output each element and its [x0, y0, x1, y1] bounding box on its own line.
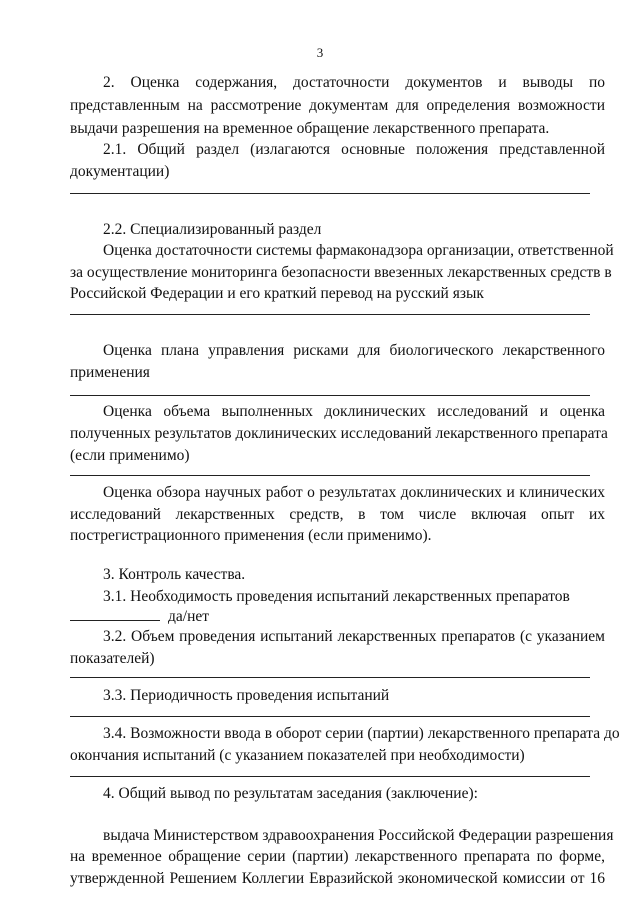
section-3-4-line-2: окончания испытаний (с указанием показателей при необходимости) — [70, 747, 525, 764]
risk-plan-line-2: применения — [70, 364, 150, 381]
preclinical-line-3: (если применимо) — [70, 447, 190, 464]
section-3-3-line-1: 3.3. Периодичность проведения испытаний — [103, 687, 390, 704]
conclusion-line-1: выдача Министерством здравоохранения Российской Федерации разрешения — [103, 827, 614, 844]
fill-in-line — [70, 677, 590, 678]
review-line-1: Оценка обзора научных работ о результатах доклинических и клинических — [103, 484, 605, 501]
answer-blank — [70, 606, 160, 621]
section-4-title: 4. Общий вывод по результатам заседания (заключение): — [103, 785, 478, 802]
section-2-1-line-2: документации) — [70, 163, 170, 180]
fill-in-line — [70, 776, 590, 777]
section-2-line-1: 2. Оценка содержания, достаточности документов и выводы по — [103, 74, 605, 91]
review-line-2: исследований лекарственных средств, в том числе включая опыт их — [70, 506, 605, 523]
fill-in-line — [70, 193, 590, 194]
fill-in-line — [70, 716, 590, 717]
section-3-title: 3. Контроль качества. — [103, 566, 246, 583]
preclinical-line-2: полученных результатов доклинических исследований лекарственного препарата — [70, 425, 608, 442]
section-2-2-line-3: Российской Федерации и его краткий перевод на русский язык — [70, 285, 484, 302]
section-3-1-line-2 — [70, 606, 605, 627]
section-3-4-line-1: 3.4. Возможности ввода в оборот серии (партии) лекарственного препарата до — [103, 725, 620, 742]
fill-in-line — [70, 314, 590, 315]
preclinical-line-1: Оценка объема выполненных доклинических исследований и оценка — [103, 403, 605, 420]
fill-in-line — [70, 475, 590, 476]
section-2-1-line-1: 2.1. Общий раздел (излагаются основные положения представленной — [103, 141, 605, 158]
section-2-line-2: представленным на рассмотрение документам для определения возможности — [70, 97, 605, 114]
section-2-2-line-1: Оценка достаточности системы фармаконадзора организации, ответственной — [103, 242, 614, 259]
fill-in-line — [70, 395, 590, 396]
page-number: 3 — [316, 45, 324, 60]
section-3-1-line-1: 3.1. Необходимость проведения испытаний лекарственных препаратов — [103, 588, 570, 605]
conclusion-line-2: на временное обращение серии (партии) лекарственного препарата по форме, — [70, 848, 605, 865]
section-2-2-title: 2.2. Специализированный раздел — [103, 221, 322, 238]
section-3-2-line-2: показателей) — [70, 650, 155, 667]
risk-plan-line-1: Оценка плана управления рисками для биологического лекарственного — [103, 342, 605, 359]
conclusion-line-3: утвержденной Решением Коллегии Евразийской экономической комиссии от 16 — [70, 870, 605, 887]
section-2-2-line-2: за осуществление мониторинга безопасности ввезенных лекарственных средств в — [70, 264, 612, 281]
yes-no-label: да/нет — [168, 608, 210, 625]
section-2-line-3: выдачи разрешения на временное обращение лекарственного препарата. — [70, 120, 550, 137]
review-line-3: пострегистрационного применения (если применимо). — [70, 527, 432, 544]
section-3-2-line-1: 3.2. Объем проведения испытаний лекарственных препаратов (с указанием — [103, 628, 605, 645]
